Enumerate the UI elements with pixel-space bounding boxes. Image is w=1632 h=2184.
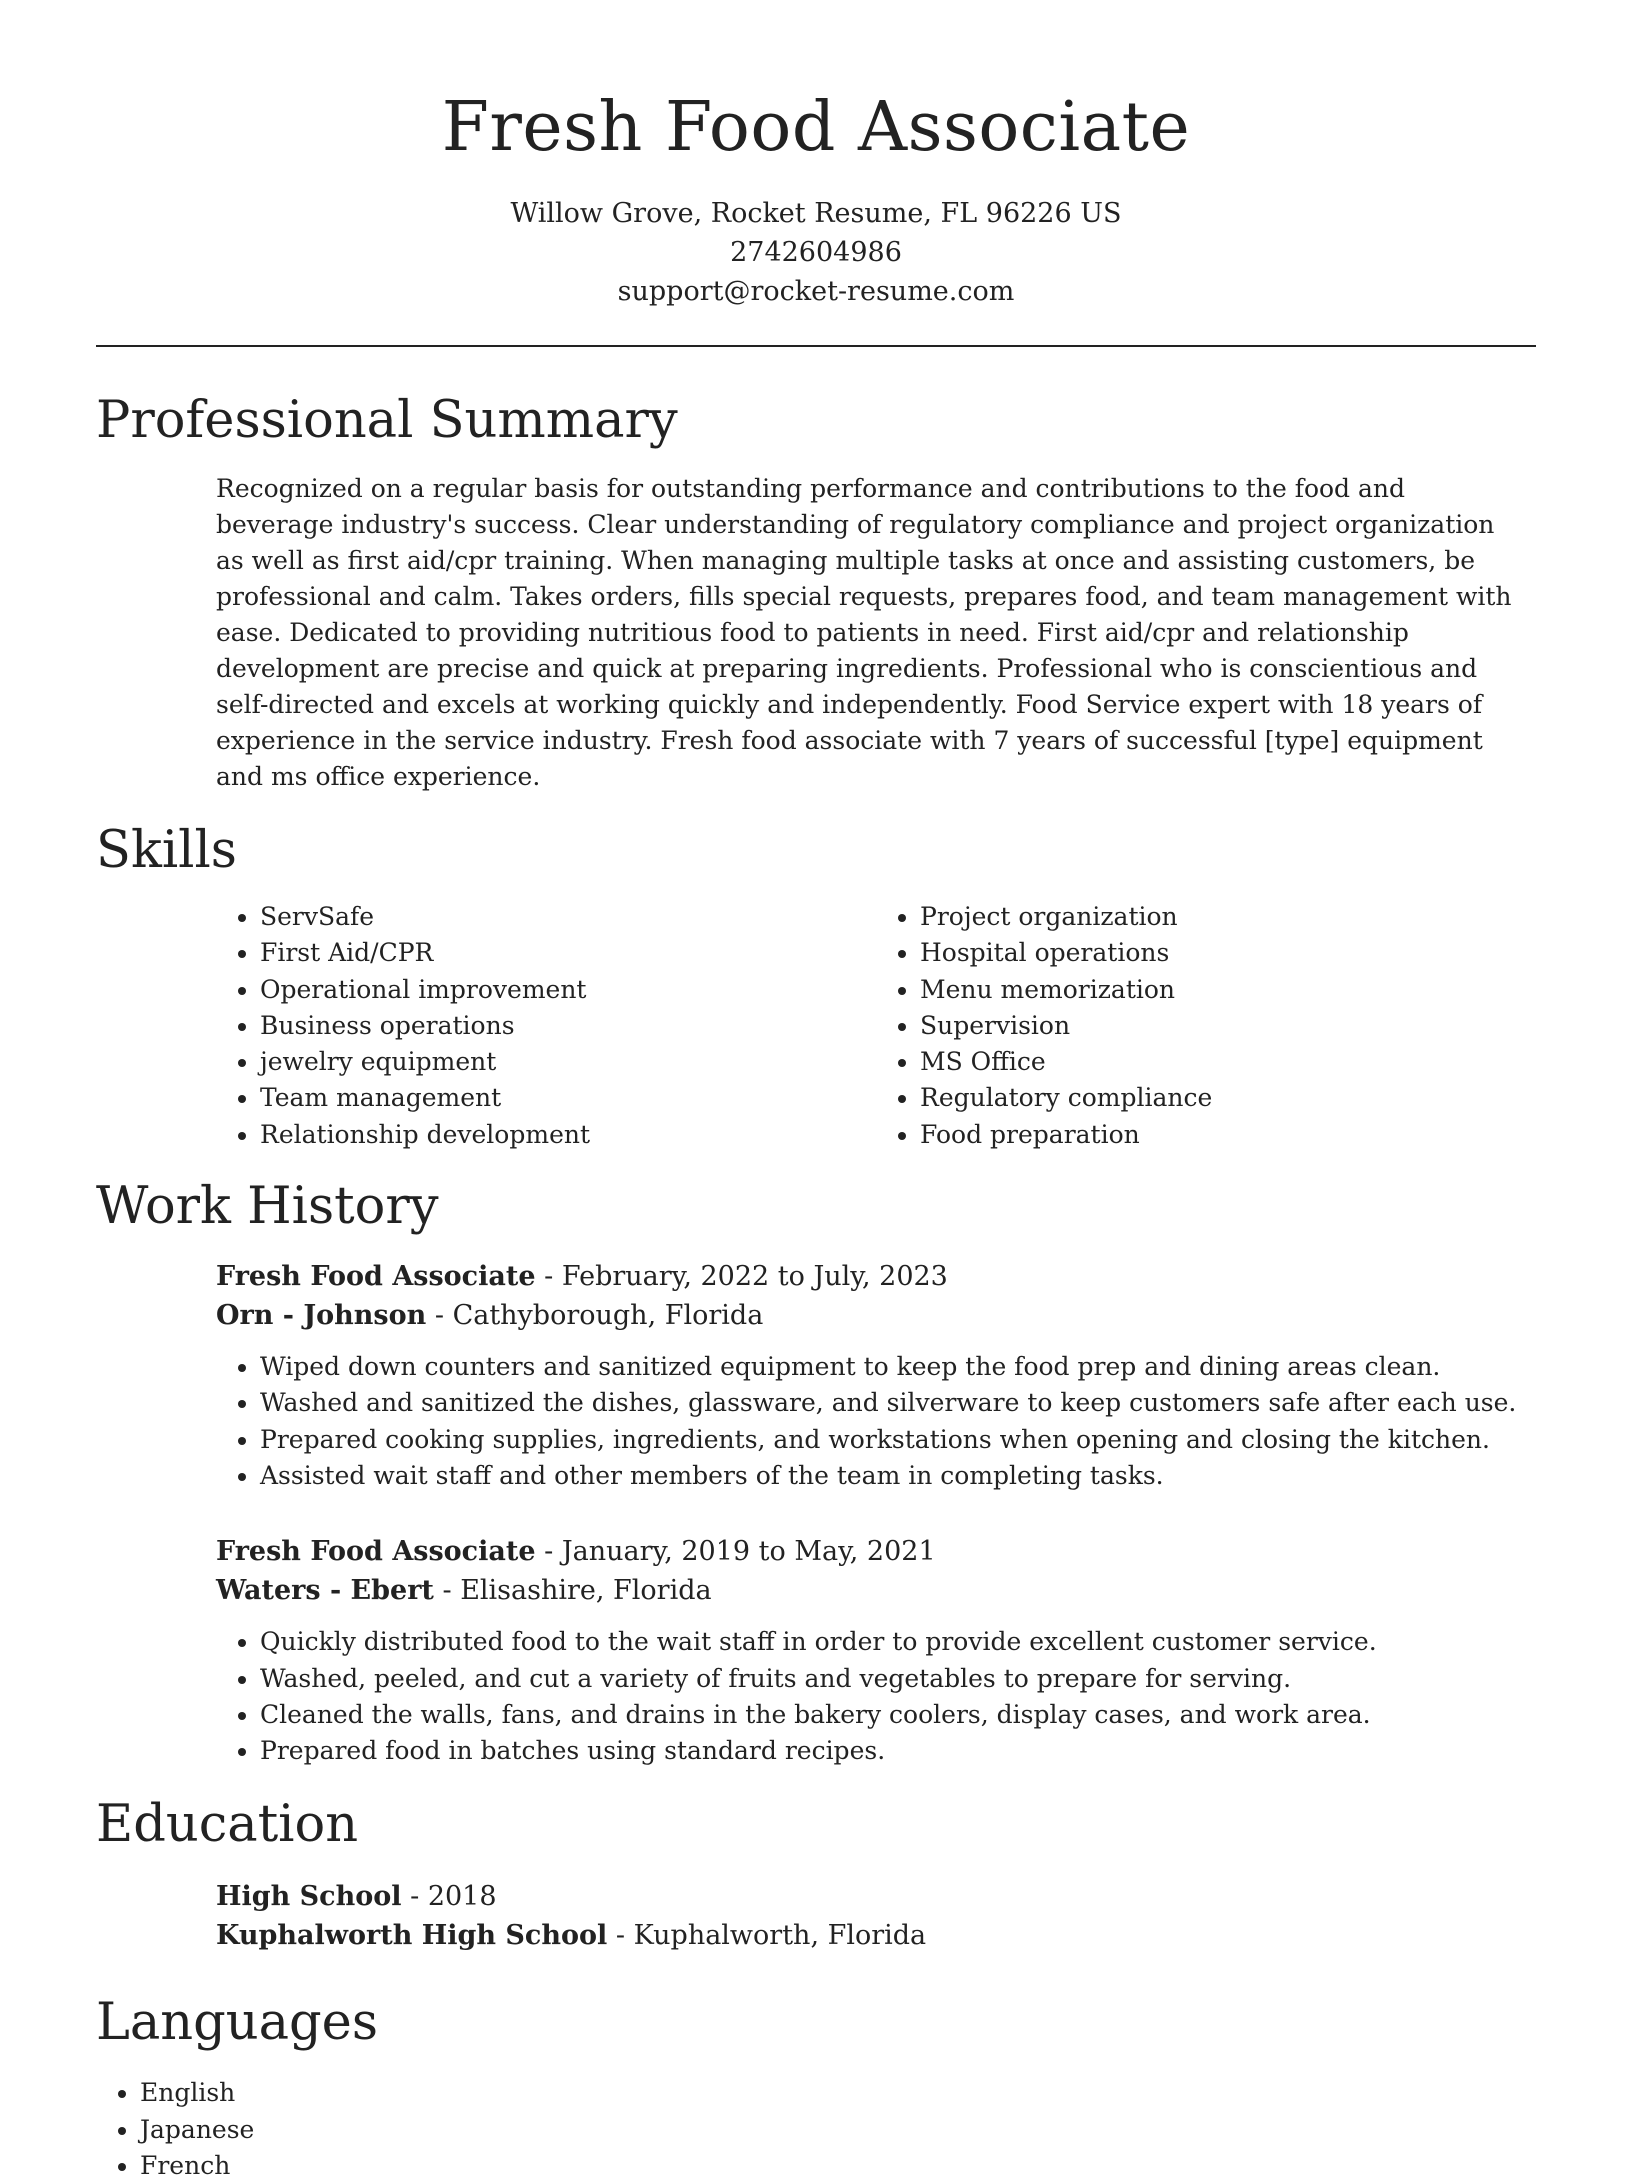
skills-grid <box>216 899 1536 1153</box>
skill-item: • Food preparation <box>920 1117 1536 1153</box>
summary-heading: Professional Summary <box>96 391 678 450</box>
language-item: • French <box>140 2148 1536 2184</box>
job-company-line <box>216 1571 1536 1610</box>
contact-email: support@rocket-resume.com <box>617 276 1015 307</box>
skill-item: • First Aid/CPR <box>260 935 876 971</box>
contact-phone: 2742604986 <box>730 237 902 268</box>
job-title-line <box>216 1257 1536 1296</box>
languages-heading: Languages <box>96 1993 379 2053</box>
job-duty: • Assisted wait staff and other members of the team in completing tasks. <box>260 1458 1536 1494</box>
job-duty: • Prepared food in batches using standard recipes. <box>260 1733 1536 1769</box>
header-divider <box>96 345 1536 347</box>
job-duty: • Washed, peeled, and cut a variety of fruits and vegetables to prepare for serving. <box>260 1661 1536 1697</box>
skill-item: • Supervision <box>920 1008 1536 1044</box>
job-entry <box>216 1257 1536 1494</box>
education-entry <box>216 1877 1536 1955</box>
school-line <box>216 1916 1536 1955</box>
skill-item: • Operational improvement <box>260 972 876 1008</box>
separator: - <box>401 1881 428 1913</box>
languages-list <box>96 2075 1536 2184</box>
degree: High School <box>216 1881 402 1913</box>
skill-item: • ServSafe <box>260 899 876 935</box>
separator: - <box>535 1261 562 1293</box>
separator: - <box>433 1575 461 1607</box>
separator: - <box>426 1300 453 1332</box>
separator: - <box>607 1920 634 1952</box>
skill-item: • Hospital operations <box>920 935 1536 971</box>
skills-list-right <box>876 899 1536 1153</box>
job-duty: • Prepared cooking supplies, ingredients, and workstations when opening and closing the kitchen. <box>260 1422 1536 1458</box>
resume-header <box>96 0 1536 311</box>
skill-item: • jewelry equipment <box>260 1044 876 1080</box>
language-item: • English <box>140 2075 1536 2111</box>
skill-item: • MS Office <box>920 1044 1536 1080</box>
skill-item: • Relationship development <box>260 1117 876 1153</box>
contact-address: Willow Grove, Rocket Resume, FL 96226 US <box>510 198 1122 229</box>
graduation-year: 2018 <box>427 1881 497 1913</box>
job-role: Fresh Food Associate <box>216 1536 536 1568</box>
skills-section <box>96 821 1536 1153</box>
job-location: Cathyborough, Florida <box>452 1300 764 1332</box>
job-title-line <box>216 1532 1536 1571</box>
skills-list-left <box>216 899 876 1153</box>
education-heading: Education <box>96 1795 359 1855</box>
skill-item: • Business operations <box>260 1008 876 1044</box>
skills-heading: Skills <box>96 821 237 880</box>
job-dates: February, 2022 to July, 2023 <box>561 1261 948 1293</box>
job-duty: • Cleaned the walls, fans, and drains in the bakery coolers, display cases, and work area. <box>260 1697 1536 1733</box>
job-duty: • Wiped down counters and sanitized equipment to keep the food prep and dining areas clean. <box>260 1349 1536 1385</box>
degree-line <box>216 1877 1536 1916</box>
summary-text: Recognized on a regular basis for outstanding performance and contributions to the food and beverage industry's success. Clear understanding of regulatory compliance and project organization as well as first aid/cpr training. When managing multiple tasks at once and assisting customers, be professional and calm. Takes orders, fills special requests, prepares food, and team management with ease. Dedicated to providing nutritious food to patients in need. First aid/cpr and relationship development are precise and quick at preparing ingredients. Professional who is conscientious and self-directed and excels at working quickly and independently. Food Service expert with 18 years of experience in the service industry. Fresh food associate with 7 years of successful [type] equipment and ms office experience. <box>216 474 1512 791</box>
job-role: Fresh Food Associate <box>216 1261 536 1293</box>
skill-item: • Team management <box>260 1080 876 1116</box>
job-company: Waters - Ebert <box>216 1575 434 1607</box>
education-section <box>96 1795 1536 1955</box>
job-duty: • Washed and sanitized the dishes, glassware, and silverware to keep customers safe after each use. <box>260 1385 1536 1421</box>
work-history-heading: Work History <box>96 1177 439 1237</box>
job-entry <box>216 1532 1536 1769</box>
school-location: Kuphalworth, Florida <box>633 1920 927 1952</box>
job-company: Orn - Johnson <box>216 1300 427 1332</box>
summary-section <box>96 391 1536 795</box>
resume-name: Fresh Food Associate <box>441 88 1191 167</box>
language-item: • Japanese <box>140 2112 1536 2148</box>
skill-item: • Menu memorization <box>920 972 1536 1008</box>
job-company-line <box>216 1296 1536 1335</box>
contact-info <box>96 194 1536 311</box>
job-duties <box>216 1624 1536 1769</box>
work-history-section <box>96 1177 1536 1769</box>
skill-item: • Project organization <box>920 899 1536 935</box>
separator: - <box>535 1536 562 1568</box>
job-dates: January, 2019 to May, 2021 <box>561 1536 936 1568</box>
job-duty: • Quickly distributed food to the wait staff in order to provide excellent customer service. <box>260 1624 1536 1660</box>
job-location: Elisashire, Florida <box>460 1575 712 1607</box>
school-name: Kuphalworth High School <box>216 1920 608 1952</box>
languages-section <box>96 1993 1536 2184</box>
skill-item: • Regulatory compliance <box>920 1080 1536 1116</box>
job-duties <box>216 1349 1536 1494</box>
